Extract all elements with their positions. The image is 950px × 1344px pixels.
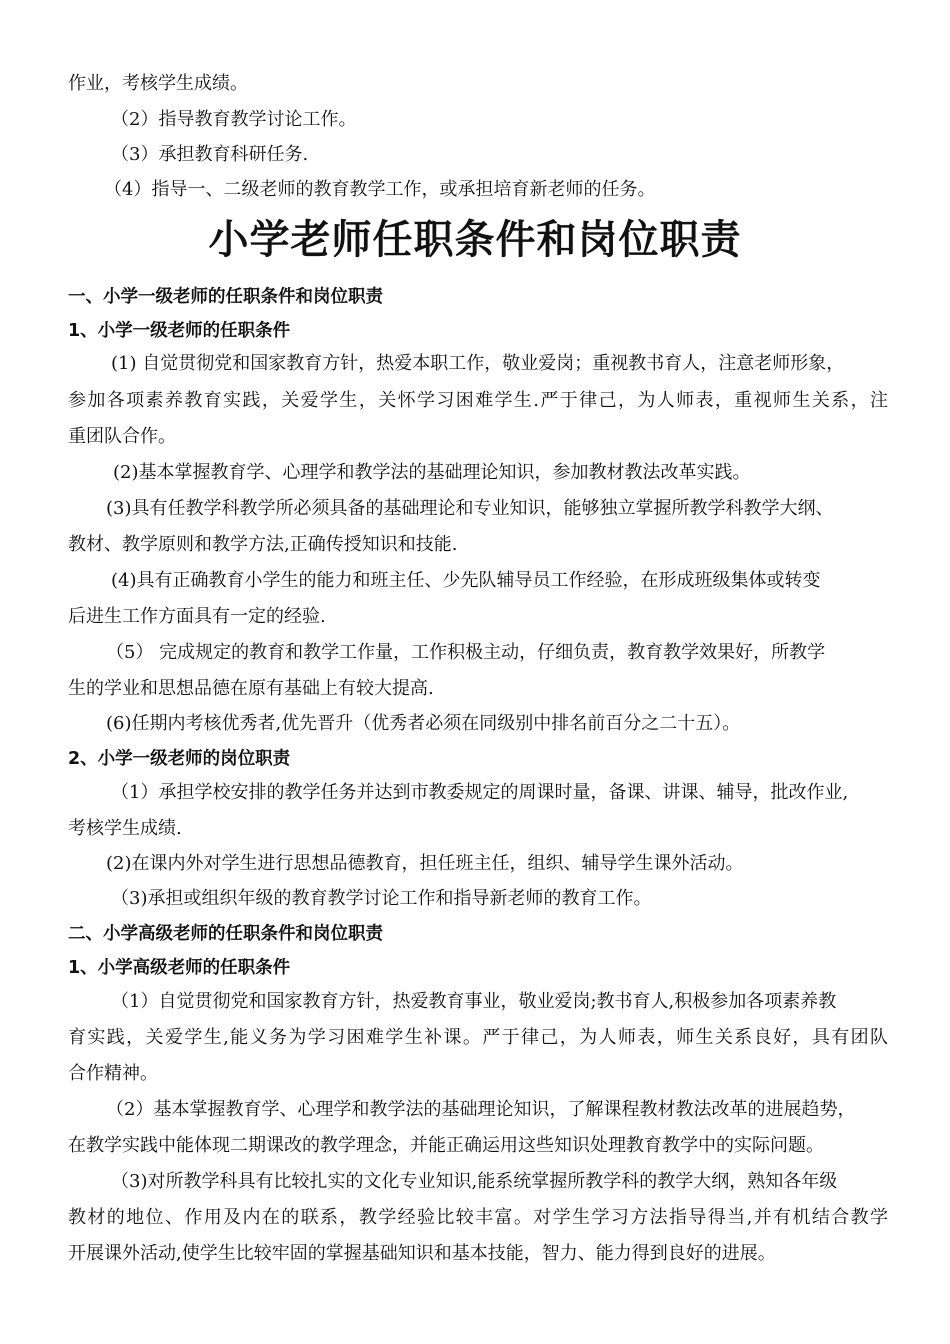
paragraph-line: （1）自觉贯彻党和国家教育方针，热爱教育事业，敬业爱岗;教书育人,积极参加各项素养教 [111, 991, 837, 1012]
paragraph-line: 重团队合作。 [68, 426, 176, 447]
paragraph-line: （1）承担学校安排的教学任务并达到市教委规定的周课时量，备课、讲课、辅导，批改作业, [111, 782, 849, 803]
paragraph-line: (2)基本掌握教育学、心理学和教学法的基础理论知识，参加教材教法改革实践。 [113, 462, 751, 483]
paragraph-line: 在教学实践中能体现二期课改的教学理念，并能正确运用这些知识处理教育教学中的实际问题。 [68, 1135, 824, 1156]
paragraph-line: 育实践，关爱学生,能义务为学习困难学生补课。严于律己，为人师表，师生关系良好，具有团队 [68, 1027, 888, 1048]
paragraph-line: 后进生工作方面具有一定的经验. [68, 606, 326, 627]
paragraph-line: 开展课外活动,使学生比较牢固的掌握基础知识和基本技能，智力、能力得到良好的进展。 [68, 1243, 776, 1264]
subsection-heading: 1、小学一级老师的任职条件 [68, 321, 291, 341]
paragraph-line: 考核学生成绩. [68, 818, 182, 839]
paragraph-line: （5） 完成规定的教育和教学工作量，工作积极主动，仔细负责，教育教学效果好，所教学 [106, 642, 826, 663]
paragraph-line: 参加各项素养教育实践，关爱学生，关怀学习困难学生.严于律己，为人师表，重视师生关系，注 [68, 390, 888, 411]
document-title: 小学老师任职条件和岗位职责 [208, 217, 742, 263]
paragraph-line: （2）基本掌握教育学、心理学和教学法的基础理论知识，了解课程教材教法改革的进展趋势， [106, 1099, 856, 1120]
paragraph-line: （3)对所教学科具有比较扎实的文化专业知识,能系统掌握所教学科的教学大纲，熟知各年级 [111, 1171, 838, 1192]
paragraph-line: (4)具有正确教育小学生的能力和班主任、少先队辅导员工作经验，在形成班级集体或转变 [111, 570, 821, 591]
section-heading: 二、小学高级老师的任职条件和岗位职责 [68, 924, 383, 944]
text-line: （2）指导教育教学讨论工作。 [111, 109, 357, 130]
text-line: （3）承担教育科研任务. [111, 144, 309, 165]
paragraph-line: (6)任期内考核优秀者,优先晋升（优秀者必须在同级别中排名前百分之二十五）。 [106, 713, 741, 734]
text-line: （4）指导一、二级老师的教育教学工作，或承担培育新老师的任务。 [104, 179, 656, 200]
paragraph-line: 教材、教学原则和教学方法,正确传授知识和技能. [68, 534, 458, 555]
paragraph-line: 教材的地位、作用及内在的联系，教学经验比较丰富。对学生学习方法指导得当,并有机结合教学 [68, 1207, 888, 1228]
text-line: 作业，考核学生成绩。 [68, 73, 248, 94]
paragraph-line: (1) 自觉贯彻党和国家教育方针，热爱本职工作，敬业爱岗；重视教书育人，注意老师形象， [111, 353, 845, 374]
section-heading: 一、小学一级老师的任职条件和岗位职责 [68, 287, 383, 307]
paragraph-line: (3)具有任教学科教学所必须具备的基础理论和专业知识，能够独立掌握所教学科教学大纲、 [106, 498, 834, 519]
paragraph-line: 生的学业和思想品德在原有基础上有较大提高. [68, 678, 434, 699]
paragraph-line: 合作精神。 [68, 1063, 158, 1084]
subsection-heading: 2、小学一级老师的岗位职责 [68, 749, 291, 769]
paragraph-line: (2)在课内外对学生进行思想品德教育，担任班主任，组织、辅导学生课外活动。 [106, 853, 744, 874]
subsection-heading: 1、小学高级老师的任职条件 [68, 958, 291, 978]
paragraph-line: （3)承担或组织年级的教育教学讨论工作和指导新老师的教育工作。 [111, 888, 652, 909]
